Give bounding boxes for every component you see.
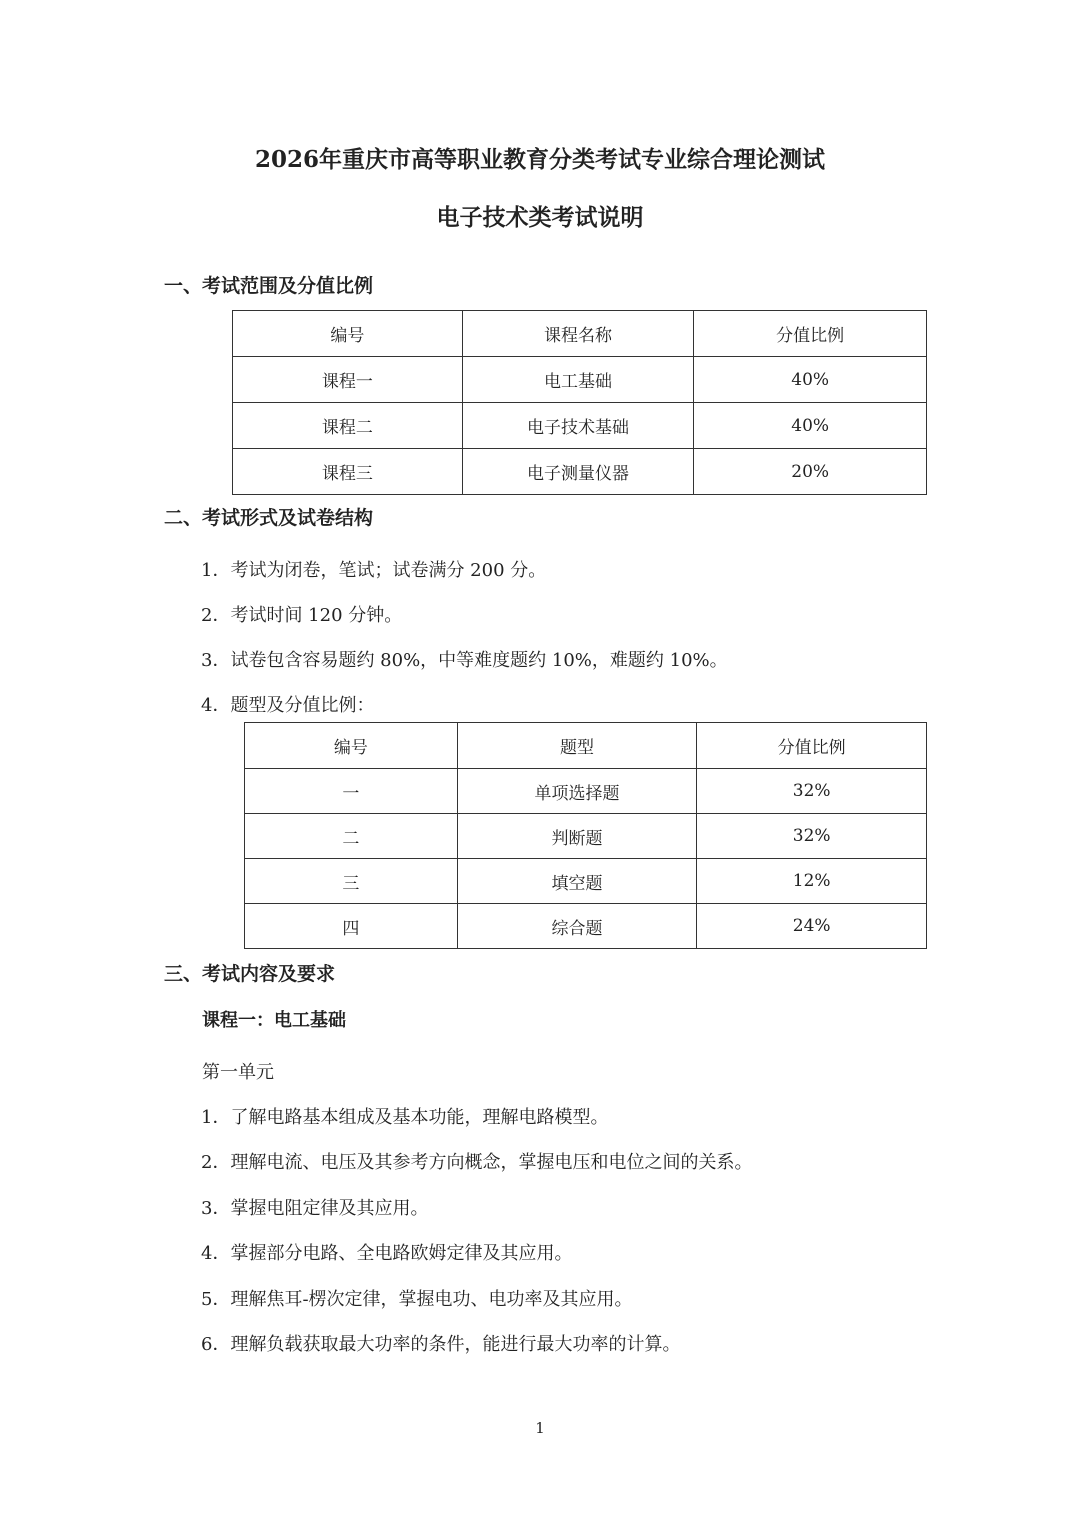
table-header-row xyxy=(245,723,927,769)
table-cell: 课程一 xyxy=(233,357,463,403)
table-cell: 32% xyxy=(697,769,927,814)
document-subtitle: 电子技术类考试说明 xyxy=(436,204,644,231)
table-cell: 单项选择题 xyxy=(457,769,697,814)
header-cell: 编号 xyxy=(245,723,458,769)
list-item: 5．理解焦耳-楞次定律，掌握电功、电功率及其应用。 xyxy=(201,1289,633,1310)
table-row xyxy=(245,814,927,859)
list-item: 3．试卷包含容易题约 80%，中等难度题约 10%，难题约 10%。 xyxy=(201,650,728,671)
header-cell: 题型 xyxy=(457,723,697,769)
table-cell: 判断题 xyxy=(457,814,697,859)
table-row xyxy=(245,769,927,814)
score-ratio-table xyxy=(232,310,927,495)
header-cell: 分值比例 xyxy=(694,311,927,357)
table-cell: 电工基础 xyxy=(462,357,694,403)
section3-heading: 三、考试内容及要求 xyxy=(164,963,336,985)
table-row xyxy=(233,449,927,495)
course-heading: 课程一：电工基础 xyxy=(202,1010,346,1031)
list-item: 6．理解负载获取最大功率的条件，能进行最大功率的计算。 xyxy=(201,1334,681,1355)
table-cell: 40% xyxy=(694,357,927,403)
section1-heading: 一、考试范围及分值比例 xyxy=(164,275,374,297)
table-cell: 四 xyxy=(245,904,458,949)
table-cell: 32% xyxy=(697,814,927,859)
list-item: 2．理解电流、电压及其参考方向概念，掌握电压和电位之间的关系。 xyxy=(201,1152,753,1173)
list-item: 4．掌握部分电路、全电路欧姆定律及其应用。 xyxy=(201,1243,573,1264)
header-cell: 分值比例 xyxy=(697,723,927,769)
table-cell: 综合题 xyxy=(457,904,697,949)
header-cell: 课程名称 xyxy=(462,311,694,357)
table-cell: 20% xyxy=(694,449,927,495)
table-cell: 一 xyxy=(245,769,458,814)
table-cell: 40% xyxy=(694,403,927,449)
table-cell: 12% xyxy=(697,859,927,904)
page-number: 1 xyxy=(535,1419,545,1437)
document-title: 2026年重庆市高等职业教育分类考试专业综合理论测试 xyxy=(254,146,825,173)
list-item: 3．掌握电阻定律及其应用。 xyxy=(201,1198,429,1219)
unit-heading: 第一单元 xyxy=(202,1062,274,1083)
table-cell: 电子测量仪器 xyxy=(462,449,694,495)
section2-heading: 二、考试形式及试卷结构 xyxy=(164,507,374,529)
question-type-table xyxy=(244,722,927,949)
table-cell: 课程三 xyxy=(233,449,463,495)
table-cell: 课程二 xyxy=(233,403,463,449)
table-cell: 电子技术基础 xyxy=(462,403,694,449)
list-item: 1．了解电路基本组成及基本功能，理解电路模型。 xyxy=(201,1107,609,1128)
table-cell: 24% xyxy=(697,904,927,949)
table-cell: 填空题 xyxy=(457,859,697,904)
table-header-row xyxy=(233,311,927,357)
table-row xyxy=(245,904,927,949)
table-cell: 二 xyxy=(245,814,458,859)
table-row xyxy=(245,859,927,904)
table-cell: 三 xyxy=(245,859,458,904)
list-item: 4．题型及分值比例： xyxy=(201,695,375,716)
list-item: 1．考试为闭卷，笔试；试卷满分 200 分。 xyxy=(201,560,547,581)
list-item: 2．考试时间 120 分钟。 xyxy=(201,605,403,626)
header-cell: 编号 xyxy=(233,311,463,357)
table-row xyxy=(233,357,927,403)
table-row xyxy=(233,403,927,449)
